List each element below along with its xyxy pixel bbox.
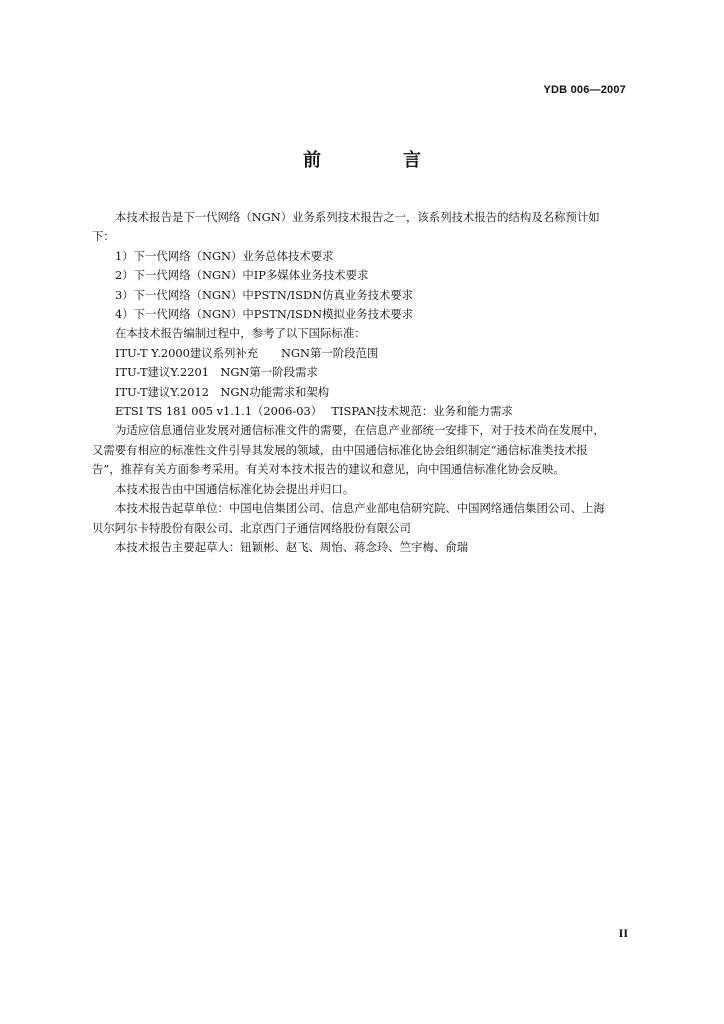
paragraph-drafters: 本技术报告主要起草人：钮颖彬、赵飞、周怡、蒋念玲、竺宇梅、俞瑞 <box>115 539 469 554</box>
reference-item-2: ITU-T建议Y.2201 NGN第一阶段需求 <box>115 365 318 380</box>
paragraph-purpose-line-2: 又需要有相应的标准性文件引导其发展的领域，由中国通信标准化协会组织制定“通信标准类技术报 <box>92 442 588 457</box>
reference-item-3: ITU-T建议Y.2012 NGN功能需求和架构 <box>115 384 330 399</box>
paragraph-purpose-line-1: 为适应信息通信业发展对通信标准文件的需要，在信息产业部统一安排下，对于技术尚在发展中， <box>115 423 605 438</box>
document-code: YDB 006—2007 <box>543 84 626 96</box>
document-body <box>92 208 633 557</box>
paragraph-purpose-line-3: 告”，推荐有关方面参考采用。有关对本技术报告的建议和意见，向中国通信标准化协会反映。 <box>92 462 565 477</box>
page-title: 前 言 <box>303 150 453 171</box>
page-number: II <box>618 926 628 940</box>
reference-item-1: ITU-T Y.2000建议系列补充 NGN第一阶段范围 <box>115 345 379 360</box>
reference-item-4: ETSI TS 181 005 v1.1.1（2006-03） TISPAN技术规范：业务和能力需求 <box>115 404 513 419</box>
paragraph-drafting-units-line-2: 贝尔阿尔卡特股份有限公司、北京西门子通信网络股份有限公司 <box>92 520 411 535</box>
list-item-4: 4）下一代网络（NGN）中PSTN/ISDN模拟业务技术要求 <box>115 307 414 322</box>
paragraph-proposer: 本技术报告由中国通信标准化协会提出并归口。 <box>115 481 355 496</box>
list-item-1: 1）下一代网络（NGN）业务总体技术要求 <box>115 248 334 263</box>
paragraph-intro-line-2: 下： <box>92 229 115 244</box>
paragraph-references-intro: 在本技术报告编制过程中，参考了以下国际标准： <box>115 326 366 341</box>
paragraph-drafting-units-line-1: 本技术报告起草单位：中国电信集团公司、信息产业部电信研究院、中国网络通信集团公司、上海 <box>115 501 605 516</box>
list-item-3: 3）下一代网络（NGN）中PSTN/ISDN仿真业务技术要求 <box>115 287 414 302</box>
paragraph-intro-line-1: 本技术报告是下一代网络（NGN）业务系列技术报告之一，该系列技术报告的结构及名称预计如 <box>115 210 600 224</box>
list-item-2: 2）下一代网络（NGN）中IP多媒体业务技术要求 <box>115 268 369 283</box>
